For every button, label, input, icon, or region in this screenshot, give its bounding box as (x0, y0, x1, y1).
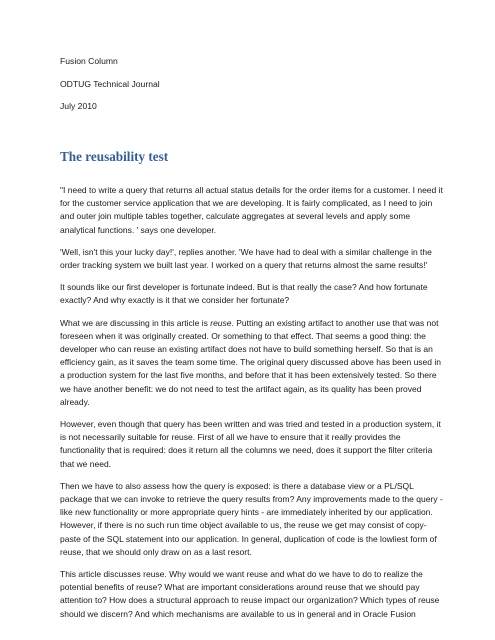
article-title: The reusability test (60, 149, 169, 164)
journal-name: ODTUG Technical Journal (60, 79, 160, 89)
article-body (60, 184, 446, 630)
paragraph-4-rest: . Putting an existing artifact to another use that was not foreseen when it was originally created. Or something to that effect. That seems a good thing: the developer who can reuse an existing artifact does not have to build something herself. So that is an efficiency gain, as it saves the team some time. The original query discussed above has been used in a production system for the last five months, and before that it has been extensively tested. So there we have another benefit: we do not need to test the artifact again, as its quality has been proved already. (60, 317, 441, 407)
column-name: Fusion Column (60, 56, 118, 66)
issue-date: July 2010 (60, 101, 97, 111)
paragraph-6: Then we have to also assess how the query is exposed: is there a database view or a PL/SQL package that we can invoke to retrieve the query results from? Any improvements made to the query - like new functionality or more appropriate query hints - are immediately inherited by our application. However, if there is no such run time object available to us, the reuse we get may consist of copy-paste of the SQL statement into our application. In general, duplication of code is the lowliest form of reuse, that we should only draw on as a last resort. (60, 480, 443, 557)
paragraph-7: This article discusses reuse. Why would we want reuse and what do we have to do to realize the potential benefits of reuse? What are important considerations around reuse that we should pay attention to? How does a structural approach to reuse impact our organization? Which types of reuse should we discern? And which mechanisms are available to us in general and in Oracle Fusion (60, 569, 440, 619)
paragraph-3: It sounds like our first developer is fortunate indeed. But is that really the case? And how fortunate exactly? And why exactly is it that we consider her fortunate? (60, 282, 428, 306)
paragraph-4-start: What we are discussing in this article is (60, 317, 211, 328)
paragraph-4 (60, 317, 446, 409)
paragraph-2: 'Well, isn't this your lucky day!', replies another. 'We have had to deal with a similar challenge in the order tracking system we built last year. I worked on a query that returns almost the same results!' (60, 246, 432, 271)
emphasis-reuse: reuse (210, 317, 232, 328)
paragraph-5: However, even though that query has been written and was tried and tested in a production system, it is not necessarily suitable for reuse. First of all we have to ensure that it really provides the functionality that is required: does it return all the columns we need, does it support the filter criteria that we need. (60, 419, 441, 469)
paragraph-1: "I need to write a query that returns all actual status details for the order items for a customer. I need it for the customer service application that we are developing. It is fairly complicated, as I need to join and outer join multiple tables together, calculate aggregates at several levels and apply some analytical functions. ' says one developer. (60, 185, 443, 235)
